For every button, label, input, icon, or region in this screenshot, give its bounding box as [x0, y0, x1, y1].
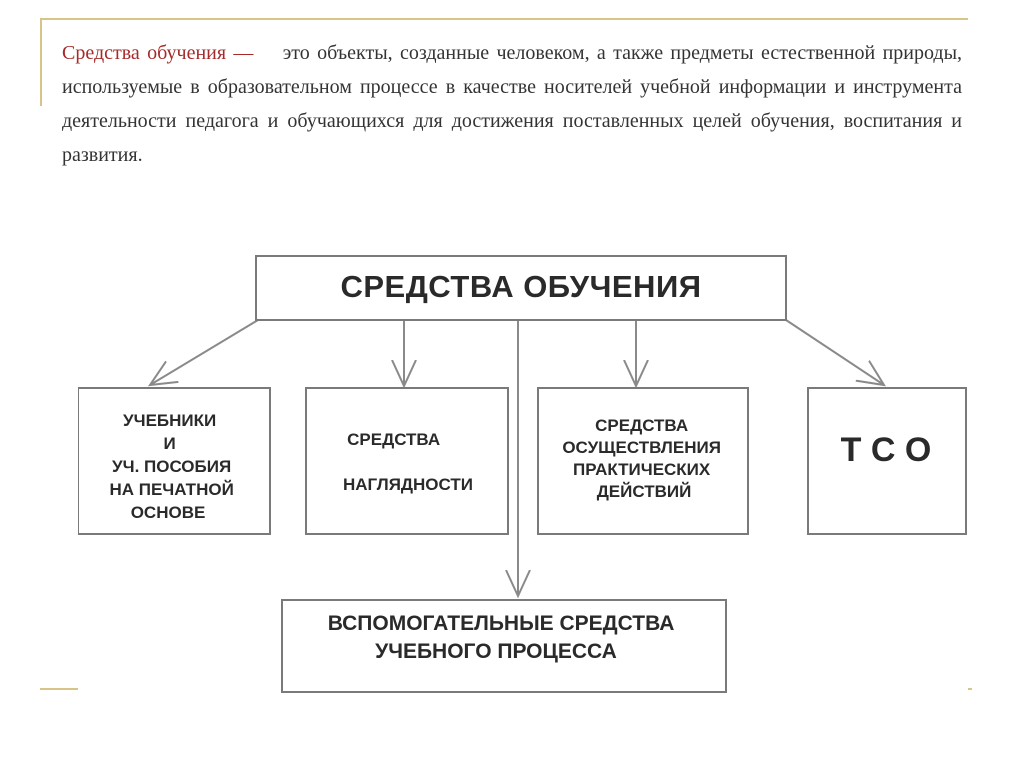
diagram — [78, 252, 968, 696]
node-visual-aids-line: СРЕДСТВА — [347, 430, 441, 449]
node-root-label: СРЕДСТВА ОБУЧЕНИЯ — [340, 269, 702, 304]
definition-term: Средства обучения — [62, 42, 227, 64]
node-textbooks-line: НА ПЕЧАТНОЙ — [109, 480, 234, 499]
frame-line-top — [40, 18, 968, 20]
diagram-svg — [78, 252, 968, 696]
node-textbooks-line: УЧ. ПОСОБИЯ — [112, 457, 232, 476]
node-practical-means-line: СРЕДСТВА — [595, 416, 689, 435]
definition-text: это объекты, созданные человеком, а также предметы естественной природы, используемые в образовательном процессе в качестве носителей учебной информации и инструмента деятельности педагога и обучающихся для достижения поставленных целей обучения, воспитания и развития. — [62, 42, 963, 166]
node-textbooks-line: ОСНОВЕ — [130, 503, 206, 522]
node-auxiliary-line: ВСПОМОГАТЕЛЬНЫЕ СРЕДСТВА — [327, 612, 675, 635]
node-tso-label: Т С О — [840, 431, 932, 469]
node-visual-aids-line: НАГЛЯДНОСТИ — [343, 475, 473, 494]
node-practical-means-line: ОСУЩЕСТВЛЕНИЯ — [562, 438, 721, 457]
node-practical-means-line: ПРАКТИЧЕСКИХ — [573, 460, 711, 479]
node-auxiliary-line: УЧЕБНОГО ПРОЦЕССА — [375, 640, 617, 663]
node-textbooks-line: И — [163, 434, 176, 453]
definition-dash: — — [233, 42, 254, 64]
arrow-to-tso — [786, 320, 884, 385]
node-textbooks-line: УЧЕБНИКИ — [123, 411, 217, 430]
frame-line-left — [40, 18, 42, 106]
node-practical-means-line: ДЕЙСТВИЙ — [596, 482, 692, 501]
definition-paragraph — [62, 36, 962, 172]
arrow-to-textbooks — [150, 320, 258, 385]
node-visual-aids-box — [306, 388, 508, 534]
